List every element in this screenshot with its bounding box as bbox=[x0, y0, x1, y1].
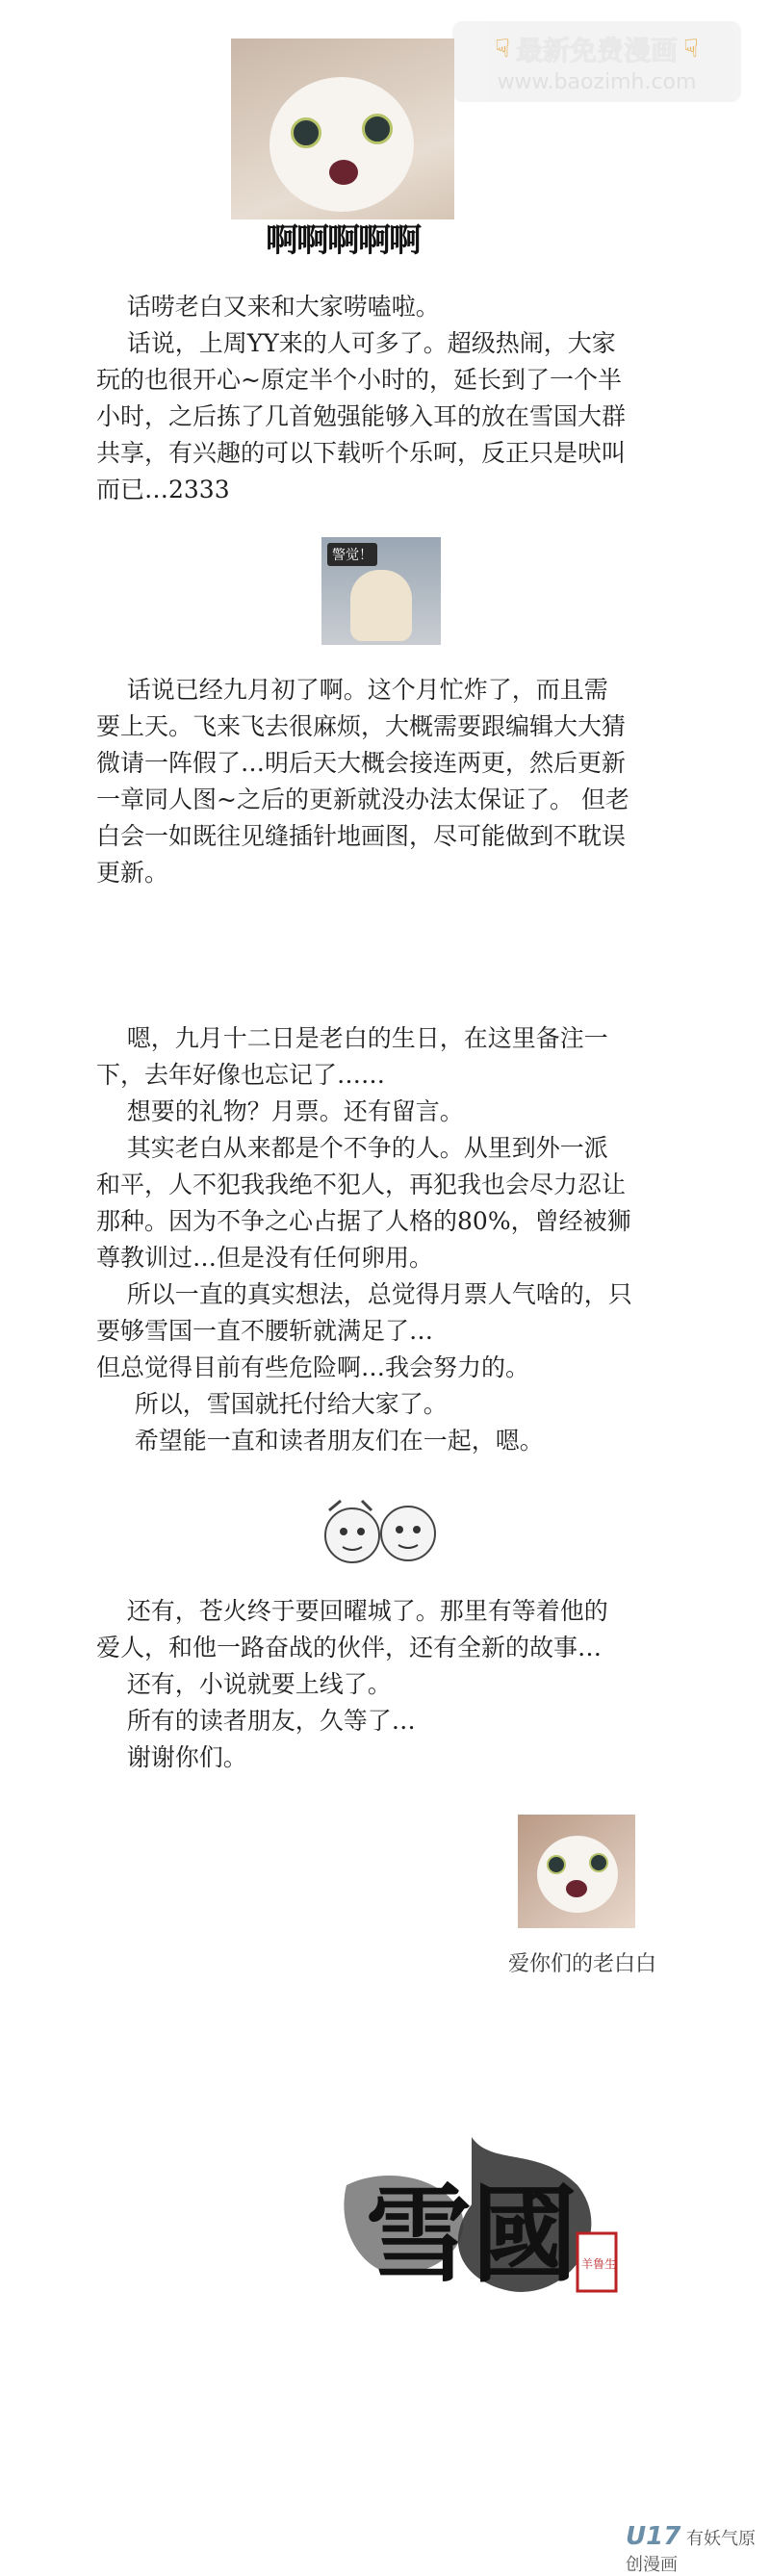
xueguo-logo bbox=[327, 2127, 645, 2320]
cat-mouth bbox=[566, 1880, 587, 1897]
text-line: 话唠老白又来和大家唠嗑啦。 bbox=[96, 293, 440, 321]
text-line: 要上天。飞来飞去很麻烦，大概需要跟编辑大大猜 bbox=[96, 712, 627, 740]
watermark-brand: U17 bbox=[626, 2522, 681, 2551]
paragraph-section-1 bbox=[96, 289, 626, 508]
screaming-cat-image bbox=[231, 39, 454, 262]
text-line: 希望能一直和读者朋友们在一起，嗯。 bbox=[96, 1427, 544, 1455]
text-line: 所以，雪国就托付给大家了。 bbox=[96, 1390, 448, 1418]
alert-dog-image bbox=[321, 537, 441, 645]
cat-mouth bbox=[329, 160, 358, 185]
watermark-sub: 有妖气原创漫画 bbox=[626, 2529, 757, 2575]
banner-title-row bbox=[495, 30, 699, 68]
text-line: 下，去年好像也忘记了…… bbox=[96, 1061, 386, 1089]
text-line: 要够雪国一直不腰斩就满足了… bbox=[96, 1317, 434, 1345]
pointing-hand-icon: ☟ bbox=[495, 34, 510, 64]
cat-eye-right bbox=[589, 1853, 608, 1872]
site-banner[interactable] bbox=[452, 21, 741, 102]
text-line: 话说，上周YY来的人可多了。超级热闹，大家 bbox=[96, 329, 616, 357]
logo-seal: 羊鲁生 bbox=[581, 2257, 617, 2271]
text-line: 谢谢你们。 bbox=[96, 1743, 247, 1771]
paragraph-section-2 bbox=[96, 672, 629, 891]
text-line: 那种。因为不争之心占据了人格的80%，曾经被狮 bbox=[96, 1207, 631, 1235]
text-line: 爱人，和他一路奋战的伙伴，还有全新的故事… bbox=[96, 1634, 603, 1662]
two-faces-doodle-image bbox=[318, 1497, 443, 1566]
cat-face bbox=[537, 1836, 618, 1913]
banner-title: 最新免费漫画 bbox=[515, 34, 678, 66]
text-line: 嗯，九月十二日是老白的生日，在这里备注一 bbox=[96, 1024, 608, 1052]
text-line: 但总觉得目前有些危险啊…我会努力的。 bbox=[96, 1353, 530, 1381]
text-line: 而已…2333 bbox=[96, 476, 230, 503]
signature: 爱你们的老白白 bbox=[508, 1952, 657, 1976]
text-line: 其实老白从来都是个不争的人。从里到外一派 bbox=[96, 1134, 608, 1162]
text-line: 所有的读者朋友，久等了… bbox=[96, 1707, 416, 1735]
text-line: 一章同人图~之后的更新就没办法太保证了。 但老 bbox=[96, 786, 629, 813]
text-line: 所以一直的真实想法，总觉得月票人气啥的，只 bbox=[96, 1280, 632, 1308]
dog-body bbox=[350, 570, 412, 641]
text-line: 微请一阵假了…明后天大概会接连两更，然后更新 bbox=[96, 749, 627, 777]
paragraph-section-4 bbox=[96, 1593, 608, 1776]
text-line: 小时，之后拣了几首勉强能够入耳的放在雪国大群 bbox=[96, 402, 627, 430]
text-line: 共享，有兴趣的可以下载听个乐呵，反正只是吠叫 bbox=[96, 439, 627, 467]
u17-watermark bbox=[626, 2522, 770, 2576]
text-line: 玩的也很开心~原定半个小时的，延长到了一个半 bbox=[96, 366, 622, 394]
text-line: 想要的礼物？月票。还有留言。 bbox=[96, 1097, 464, 1125]
meme-caption: 啊啊啊啊啊 bbox=[231, 219, 454, 262]
paragraph-section-3 bbox=[96, 1020, 632, 1459]
cat-eye-right bbox=[362, 114, 393, 144]
text-line: 更新。 bbox=[96, 859, 169, 887]
text-line: 还有，苍火终于要回曜城了。那里有等着他的 bbox=[96, 1597, 608, 1625]
meme-tag: 警觉！ bbox=[327, 543, 377, 566]
pointing-hand-icon: ☟ bbox=[683, 34, 699, 64]
cat-eye-left bbox=[547, 1855, 566, 1874]
text-line: 白会一如既往见缝插针地画图，尽可能做到不耽误 bbox=[96, 822, 627, 850]
cat-face bbox=[270, 77, 414, 212]
crying-cat-image bbox=[518, 1815, 635, 1928]
cat-eye-left bbox=[291, 117, 321, 148]
text-line: 尊教训过…但是没有任何卵用。 bbox=[96, 1244, 434, 1272]
text-line: 和平，人不犯我我绝不犯人，再犯我也会尽力忍让 bbox=[96, 1171, 627, 1198]
banner-url: www.baozimh.com bbox=[497, 69, 697, 94]
logo-title: 雪國 bbox=[366, 2173, 578, 2297]
text-line: 还有，小说就要上线了。 bbox=[96, 1670, 392, 1698]
text-line: 话说已经九月初了啊。这个月忙炸了，而且需 bbox=[96, 676, 608, 704]
